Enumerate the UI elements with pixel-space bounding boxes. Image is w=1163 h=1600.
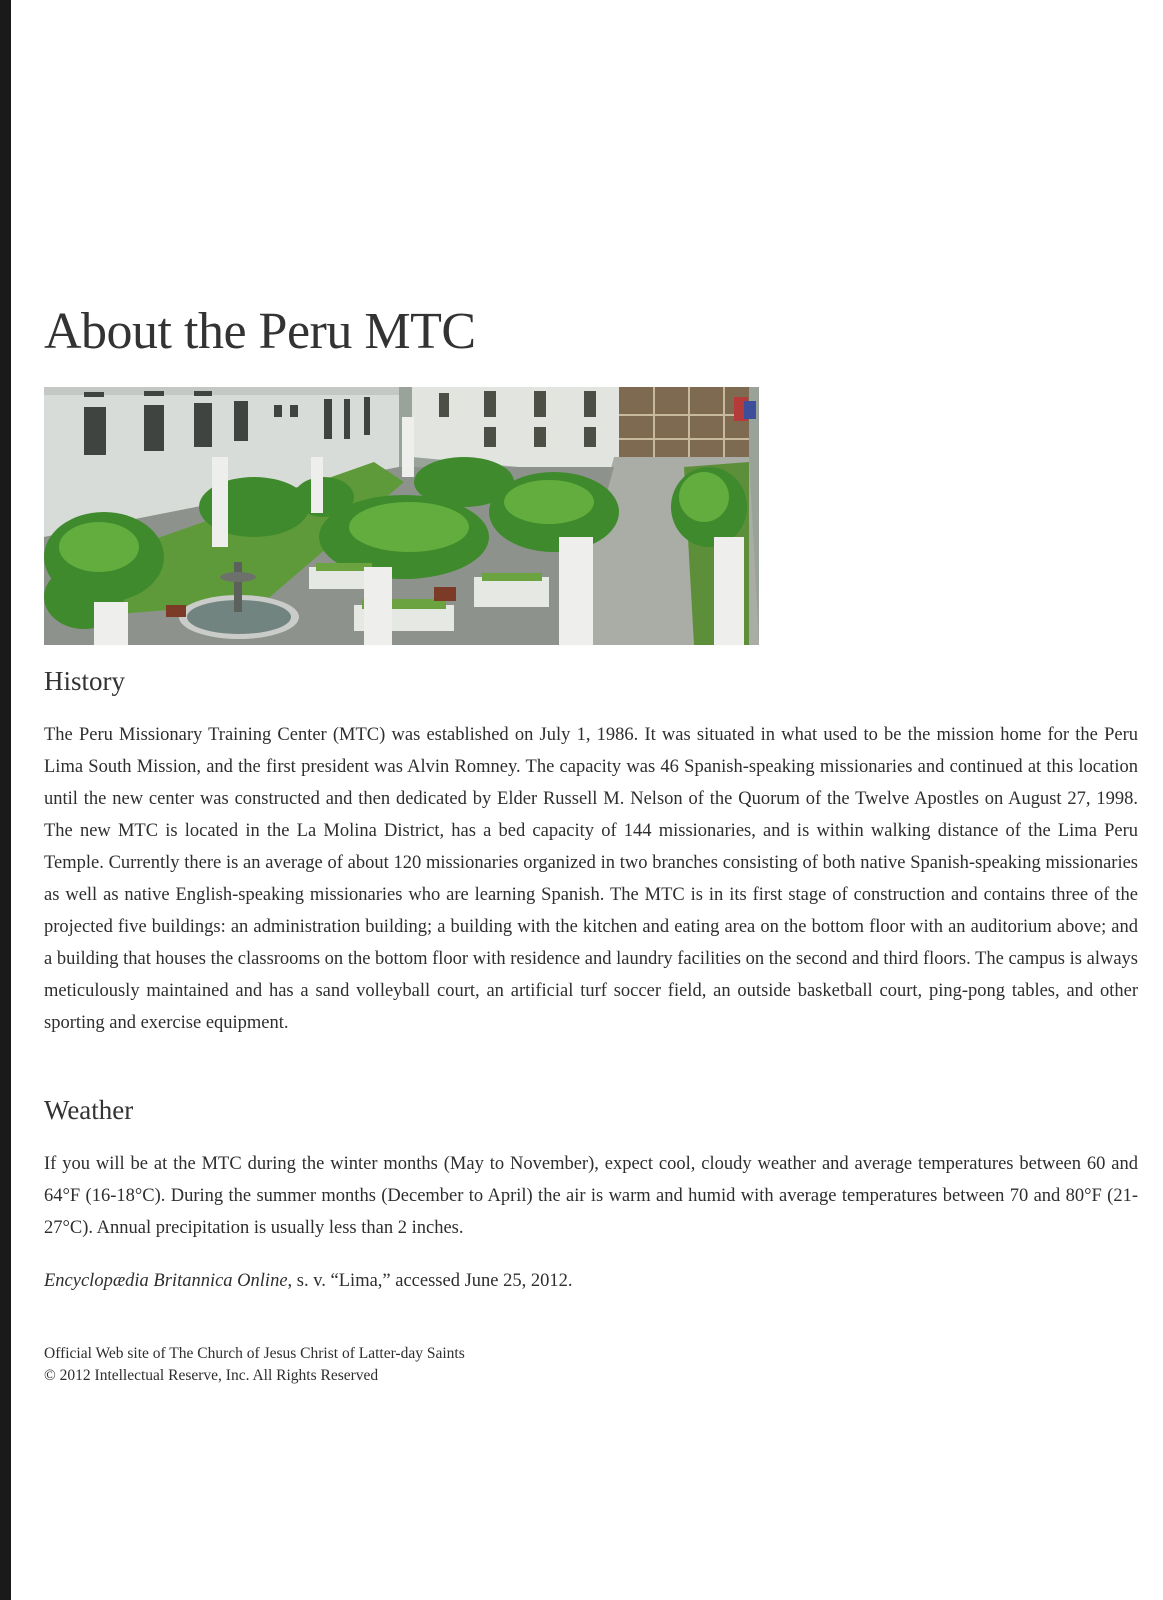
citation-details: , s. v. “Lima,” accessed June 25, 2012.: [287, 1271, 573, 1291]
citation-source-title: Encyclopædia Britannica Online: [44, 1271, 288, 1291]
mtc-courtyard-photo: [44, 387, 759, 645]
citation: [44, 1265, 573, 1297]
footer-copyright-line: © 2012 Intellectual Reserve, Inc. All Rights Reserved: [44, 1367, 379, 1384]
page-title: About the Peru MTC: [44, 303, 476, 360]
weather-paragraph: If you will be at the MTC during the winter months (May to November), expect cool, cloudy weather and average temperatures between 60 and 64°F (16-18°C). During the summer months (December to April) the air is warm and humid with average temperatures between 70 and 80°F (21-27°C). Annual precipitation is usually less than 2 inches.: [44, 1154, 1138, 1238]
weather-heading: Weather: [44, 1095, 134, 1125]
footer: [44, 1343, 465, 1387]
history-heading: History: [44, 666, 125, 696]
footer-source-line: Official Web site of The Church of Jesus Christ of Latter-day Saints: [44, 1345, 465, 1362]
scan-edge: [0, 0, 11, 1600]
history-paragraph: The Peru Missionary Training Center (MTC) was established on July 1, 1986. It was situated in what used to be the mission home for the Peru Lima South Mission, and the first president was Alvin Romney. The capacity was 46 Spanish-speaking missionaries and continued at this location until the new center was constructed and then dedicated by Elder Russell M. Nelson of the Quorum of the Twelve Apostles on August 27, 1998. The new MTC is located in the La Molina District, has a bed capacity of 144 missionaries, and is within walking distance of the Lima Peru Temple. Currently there is an average of about 120 missionaries organized in two branches consisting of both native Spanish-speaking missionaries as well as native English-speaking missionaries who are learning Spanish. The MTC is in its first stage of construction and contains three of the projected five buildings: an administration building; a building with the kitchen and eating area on the bottom floor with an auditorium above; and a building that houses the classrooms on the bottom floor with residence and laundry facilities on the second and third floors. The campus is always meticulously maintained and has a sand volleyball court, an artificial turf soccer field, an outside basketball court, ping-pong tables, and other sporting and exercise equipment.: [44, 725, 1138, 1033]
